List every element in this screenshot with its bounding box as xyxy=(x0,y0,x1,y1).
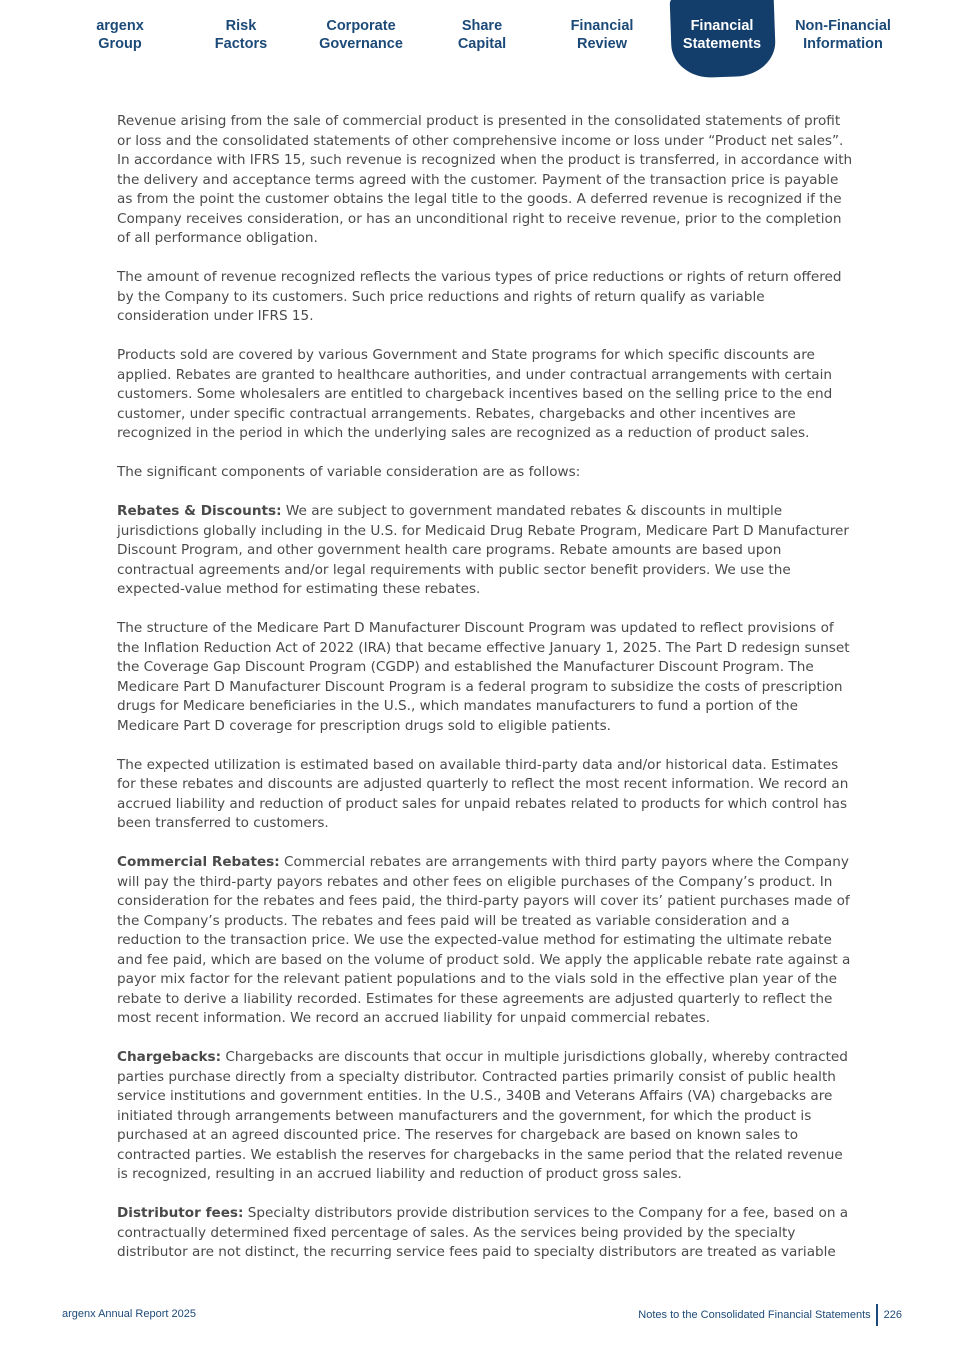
tab-label-line2: Factors xyxy=(214,36,268,52)
tab-corporate-governance[interactable] xyxy=(301,0,421,78)
paragraph-expected-utilization: The expected utilization is estimated based on available third-party data and/or historical data. Estimates for these rebates and discounts are adjusted quarterly to reflect the most recent information. We record an accrued liability and reduction of product sales for unpaid rebates related to products for which control has been transferred to customers. xyxy=(117,756,849,831)
paragraph-chargebacks xyxy=(117,1048,853,1185)
tab-risk-factors[interactable] xyxy=(181,0,301,78)
tab-non-financial-information[interactable] xyxy=(783,0,903,78)
tab-label-line1: Corporate xyxy=(326,18,396,34)
footer-section-title: Notes to the Consolidated Financial Statements xyxy=(638,1309,871,1321)
tab-label-line1: Financial xyxy=(570,18,634,34)
tab-label-line2: Statements xyxy=(682,36,762,52)
tab-label-line2: Capital xyxy=(457,36,507,52)
paragraph-rebates-discounts xyxy=(117,502,853,600)
tab-label xyxy=(542,17,662,53)
text-chargebacks: Chargebacks are discounts that occur in multiple jurisdictions globally, whereby contracted parties purchase directly from a specialty distributor. Contracted parties primarily consist of public health service institutions and government entities. In the U.S., 340B and Veterans Affairs (VA) chargebacks are initiated through arrangements between manufacturers and the government, for which the product is purchased at an agreed discounted price. The reserves for chargeback are based on known sales to contracted parties. We establish the reserves for chargebacks in the same period that the related revenue is recognized, resulting in an accrued liability and reduction of product gross sales. xyxy=(117,1049,848,1182)
tab-label xyxy=(422,17,542,53)
tab-label-line2: Review xyxy=(577,36,627,52)
footer-page-info xyxy=(638,1304,902,1326)
tab-label-line2: Governance xyxy=(319,36,403,52)
tab-label-line1: Share xyxy=(461,18,503,34)
page-number: 226 xyxy=(883,1309,902,1321)
tab-label xyxy=(783,17,903,53)
tab-label xyxy=(655,17,789,53)
tab-label-line2: Group xyxy=(98,36,142,52)
top-navigation xyxy=(60,0,903,78)
heading-rebates-discounts: Rebates & Discounts: xyxy=(117,503,282,519)
tab-share-capital[interactable] xyxy=(422,0,542,78)
tab-financial-review[interactable] xyxy=(542,0,662,78)
tab-label-line1: argenx xyxy=(96,18,144,34)
footer-report-title: argenx Annual Report 2025 xyxy=(62,1308,196,1320)
text-rebates-discounts: We are subject to government mandated rebates & discounts in multiple jurisdictions globally including in the U.S. for Medicaid Drug Rebate Program, Medicare Part D Manufacturer Discount Program, and other government health care programs. Rebate amounts are based upon contractual agreements and/or legal requirements with public sector benefit providers. We use the expected-value method for estimating these rebates. xyxy=(117,503,849,597)
paragraph-variable-consideration: The amount of revenue recognized reflects the various types of price reductions or rights of return offered by the Company to its customers. Such price reductions and rights of return qualify as variable consideration under IFRS 15. xyxy=(117,269,842,324)
paragraph-components-intro: The significant components of variable consideration are as follows: xyxy=(117,464,581,480)
heading-commercial-rebates: Commercial Rebates: xyxy=(117,854,280,870)
paragraph-revenue-recognition: Revenue arising from the sale of commercial product is presented in the consolidated statements of profit or loss and the consolidated statements of other comprehensive income or loss under “Product net sales”. In accordance with IFRS 15, such revenue is recognized when the product is transferred, in accordance with the delivery and acceptance terms agreed with the customer. Payment of the transaction price is payable as from the point the customer obtains the legal title to the goods. A deferred revenue is recognized if the Company receives consideration, or has an unconditional right to receive revenue, prior to the completion of all performance obligation. xyxy=(117,113,853,246)
tab-label-line1: Non-Financial xyxy=(795,18,891,34)
paragraph-distributor-fees xyxy=(117,1204,853,1263)
tab-label-line1: Financial xyxy=(690,18,754,34)
tab-financial-statements[interactable] xyxy=(669,0,789,78)
main-content xyxy=(117,112,853,1263)
paragraph-medicare-part-d: The structure of the Medicare Part D Manufacturer Discount Program was updated to reflect provisions of the Inflation Reduction Act of 2022 (IRA) that became effective January 1, 2025. The Part D redesign sunset the Coverage Gap Discount Program (CGDP) and established the Manufacturer Discount Program. The Medicare Part D Manufacturer Discount Program is a federal program to subsidize the costs of prescription drugs for Medicare beneficiaries in the U.S., which mandates manufacturers to fund a portion of the Medicare Part D coverage for prescription drugs sold to eligible patients. xyxy=(117,620,850,734)
tab-argenx-group[interactable] xyxy=(60,0,180,78)
heading-distributor-fees: Distributor fees: xyxy=(117,1205,244,1221)
heading-chargebacks: Chargebacks: xyxy=(117,1049,222,1065)
text-commercial-rebates: Commercial rebates are arrangements with third party payors where the Company will pay the third-party payors rebates and other fees on eligible purchases of the Company’s product. In consideration for the rebates and fees paid, the third-party payors will cover its’ patient purchases made of the Company’s products. The rebates and fees paid will be treated as variable consideration and a reduction to the transaction price. We use the expected-value method for estimating the ultimate rebate and fee paid, which are based on the volume of product sold. We apply the applicable rebate rate against a payor mix factor for the relevant patient populations and to the vials sold in the effective plan year of the rebate to derive a liability recorded. Estimates for these agreements are adjusted quarterly to reflect the most recent information. We record an accrued liability for unpaid commercial rebates. xyxy=(117,854,851,1026)
paragraph-commercial-rebates xyxy=(117,853,853,1029)
footer-divider xyxy=(876,1304,878,1326)
tab-label xyxy=(181,17,301,53)
tab-label-line1: Risk xyxy=(225,18,257,34)
text-distributor-fees: Specialty distributors provide distribution services to the Company for a fee, based on a contractually determined fixed percentage of sales. As the services being provided by the specialty distributor are not distinct, the recurring service fees paid to specialty distributors are treated as variable xyxy=(117,1205,849,1260)
tab-label-line2: Information xyxy=(803,36,883,52)
paragraph-government-programs: Products sold are covered by various Government and State programs for which specific discounts are applied. Rebates are granted to healthcare authorities, and under contractual arrangements with certain customers. Some wholesalers are entitled to chargeback incentives based on the selling price to the end customer, under specific contractual arrangements. Rebates, chargebacks and other incentives are recognized in the period in which the underlying sales are recognized as a reduction of product sales. xyxy=(117,347,833,441)
tab-label xyxy=(60,17,180,53)
tab-label xyxy=(301,17,421,53)
